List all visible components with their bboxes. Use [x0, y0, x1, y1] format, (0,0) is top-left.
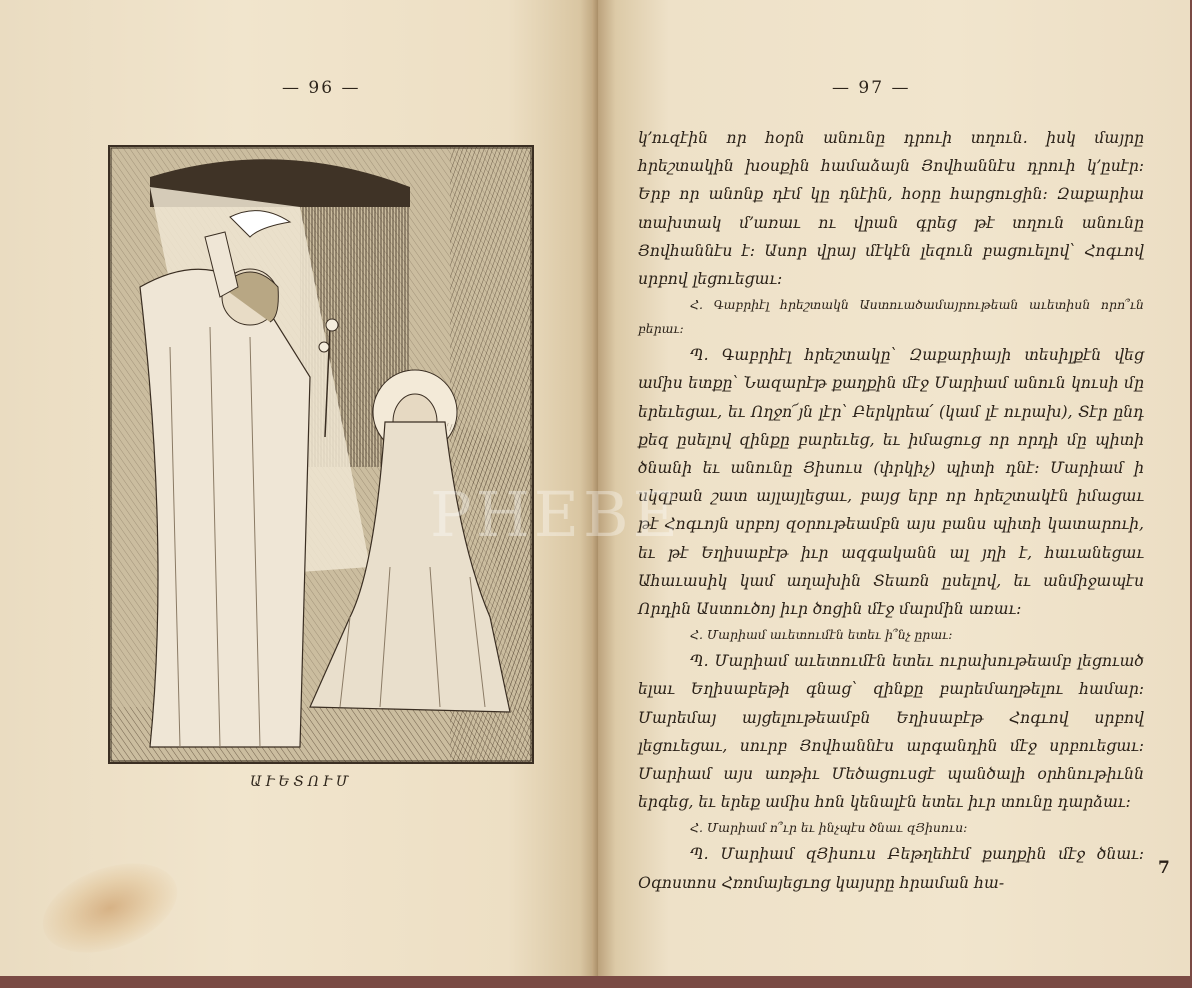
page-text	[638, 124, 1144, 897]
question: Հ. Մարիամ աւետումէն ետեւ ի՞նչ ըրաւ:	[690, 627, 953, 643]
annunciation-engraving	[108, 145, 534, 764]
paper-stain	[31, 846, 190, 969]
answer: Պ. Մարիամ աւետումէն ետեւ ուրախութեամբ լեցուած ելաւ Եղիսաբեթի գնաց՝ զինքը բարեմաղթելու համար: Մարեմայ այցելութեամբն Եղիսաբէթ Հոգւով սրբով լեցուեցաւ, սուրբ Յովհաննէս արգանդին մէջ սրբուեցաւ: Մարիամ այս առթիւ Մեծացուսցէ պանծալի օրհնութիւնն երգեց, եւ երեք ամիս հոն կենալէն ետեւ իւր տունը դարձաւ:	[638, 652, 1144, 812]
signature-mark: 7	[1158, 858, 1170, 878]
right-page-number: — 97 —	[832, 78, 911, 98]
left-page-number: — 96 —	[282, 78, 361, 98]
answer: Պ. Մարիամ զՅիսուս Բեթղեհէմ քաղքին մէջ ծնաւ: Օգոստոս Հռոմայեցւոց կայսրը հրաման հա-	[638, 845, 1144, 892]
paragraph: կ՚ուզէին որ հօրն անունը դրուի տղուն. իսկ մայրը հրեշտակին խօսքին համաձայն Յովհաննէս դրուի կ՚ըսէր: Երբ որ անոնք դէմ կը դնէին, հօրը հարցուցին: Զաքարիա տախտակ մ՚առաւ ու վրան գրեց թէ տղուն անունը Յովհաննէս է: Ասոր վրայ մէկէն լեզուն բացուելով՝ Հոգւով սրբով լեցուեցաւ:	[638, 129, 1144, 289]
engraving-illustration	[110, 147, 532, 762]
watermark: PHEBE	[430, 478, 682, 551]
illustration-caption: ԱՒԵՏՈՒՄ	[250, 774, 353, 790]
question: Հ. Գաբրիէլ հրեշտակն Աստուածամայրութեան աւետիսն որո՞ւն բերաւ:	[638, 297, 1144, 337]
answer: Պ. Գաբրիէլ հրեշտակը՝ Զաքարիայի տեսիլքէն վեց ամիս ետքը՝ Նազարէթ քաղքին մէջ Մարիամ անուն կուսի մը երեւեցաւ, եւ Ողջո՜յն լէր՝ Բերկրեա՛ (կամ լէ ուրախ), Տէր ընդ քեզ ըսելով զինքը բարեւեց, եւ իմացուց որ որդի մը պիտի ծնանի եւ անունը Յիսուս (փրկիչ) պիտի դնէ: Մարիամ ի սկզբան շատ այլայլեցաւ, բայց երբ որ հրեշտակէն իմացաւ թէ Հոգւոյն սրբոյ զօրութեամբն այս բանս պիտի կատարուի, եւ թէ Եղիսաբէթ իւր ազգականն ալ յղի է, հաւանեցաւ Ահաւասիկ կամ աղախին Տեառն ըսելով, եւ անմիջապէս Որդին Աստուծոյ իւր ծոցին մէջ մարմին առաւ:	[638, 346, 1144, 619]
right-page	[598, 0, 1190, 976]
question: Հ. Մարիամ ո՞ւր եւ ինչպէս ծնաւ զՅիսուս:	[690, 820, 968, 836]
